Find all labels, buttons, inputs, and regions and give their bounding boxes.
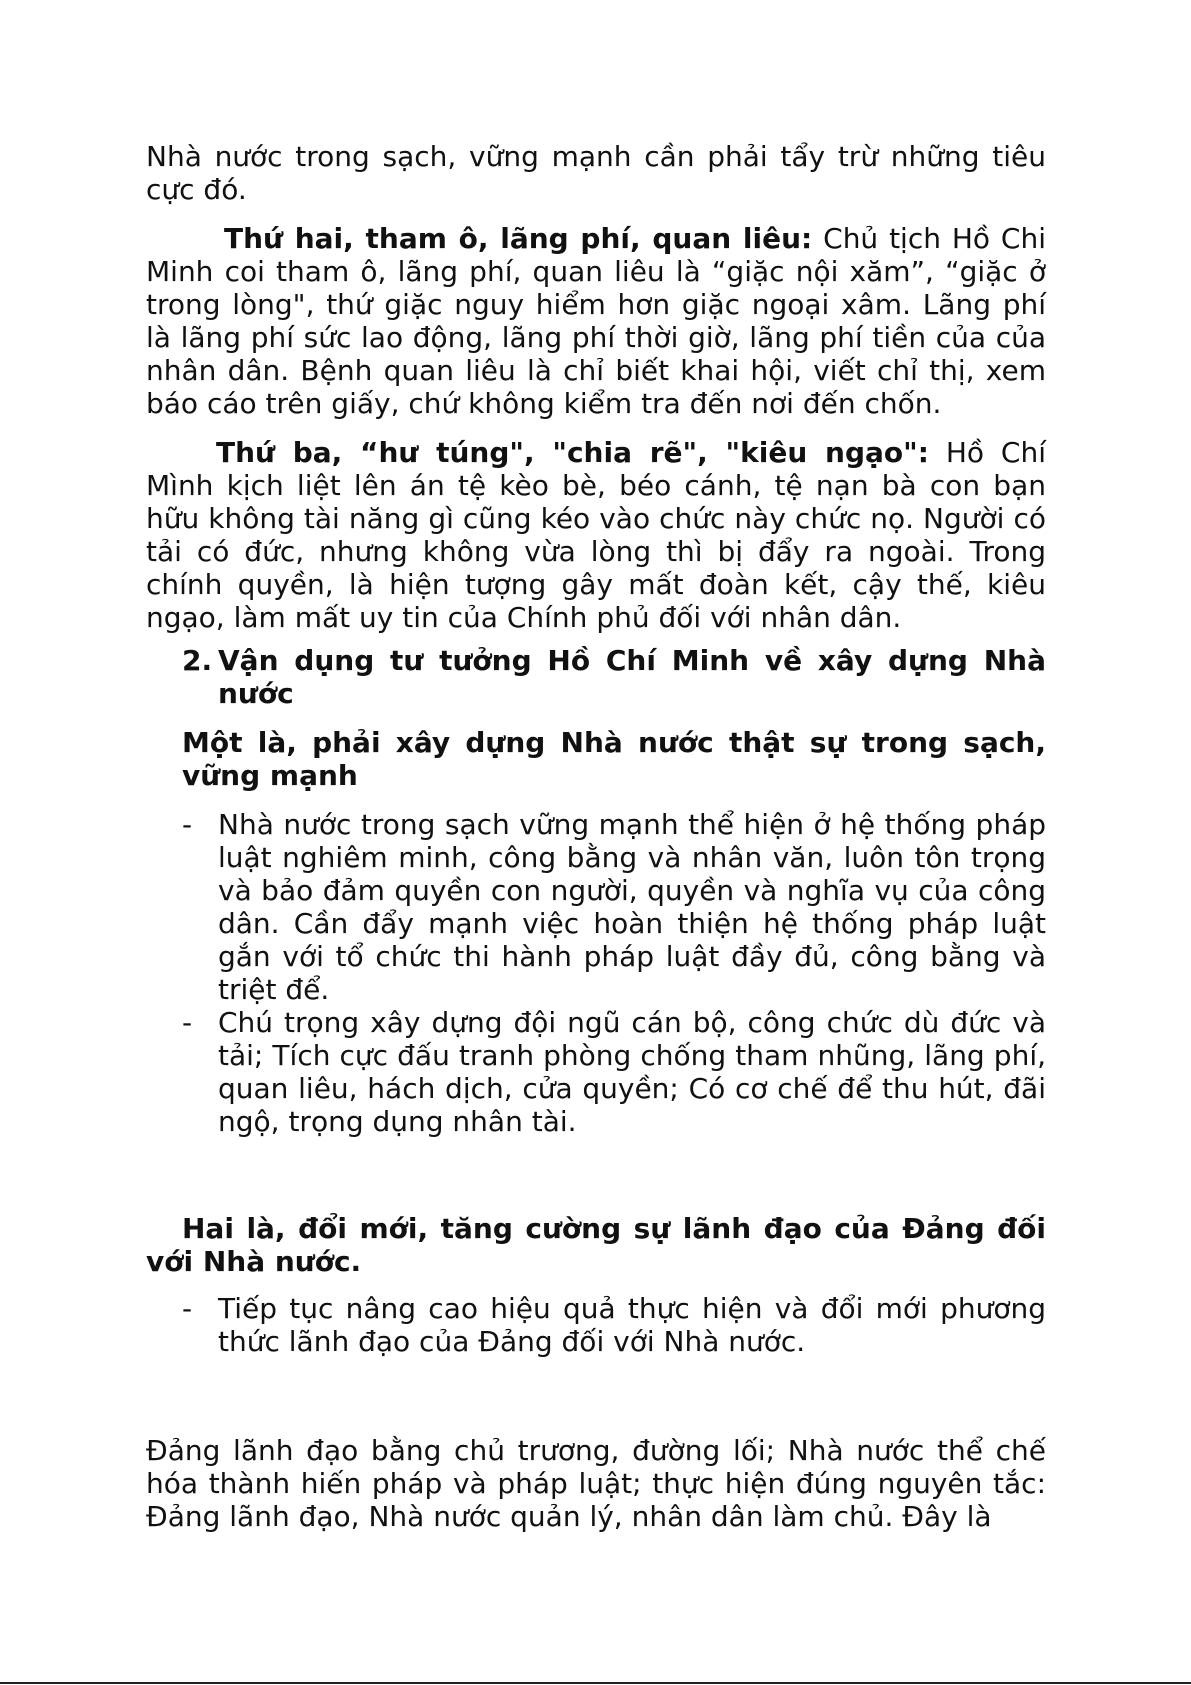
bullet-item-text: Nhà nước trong sạch vững mạnh thể hiện ở hệ thống pháp luật nghiêm minh, công bằng và nhân văn, luôn tôn trọng và bảo đảm quyền con người, quyền và nghĩa vụ của công dân. Cần đẩy mạnh việc hoàn thiện hệ thống pháp luật gắn với tổ chức thi hành pháp luật đầy đủ, công bằng và triệt để. <box>218 808 1046 1006</box>
closing-paragraph: Đảng lãnh đạo bằng chủ trương, đường lối; Nhà nước thể chế hóa thành hiến pháp và pháp luật; thực hiện đúng nguyên tắc: Đảng lãnh đạo, Nhà nước quản lý, nhân dân làm chủ. Đây là <box>146 1434 1046 1533</box>
subheading-one: Một là, phải xây dựng Nhà nước thật sự trong sạch, vững mạnh <box>182 726 1046 792</box>
bullet-item-legal-system <box>182 808 1046 1006</box>
opening-paragraph: Nhà nước trong sạch, vững mạnh cần phải tẩy trừ những tiêu cực đó. <box>146 140 1046 206</box>
paragraph-second-issue-heading: Thứ hai, tham ô, lãng phí, quan liêu: <box>224 222 813 255</box>
paragraph-third-issue-text: Hồ Chí Mình kịch liệt lên án tệ kèo bè, béo cánh, tệ nạn bà con bạn hữu không tài năng gì cũng kéo vào chức này chức nọ. Người có tải có đức, nhưng không vừa lòng thì bị đẩy ra ngoài. Trong chính quyền, là hiện tượng gây mất đoàn kết, cậy thế, kiêu ngạo, làm mất uy tin của Chính phủ đối với nhân dân. <box>146 436 1047 634</box>
bullet-item-party-leadership <box>182 1292 1046 1358</box>
document-page <box>146 140 1046 1533</box>
bullet-dash: - <box>182 808 193 841</box>
paragraph-second-issue-text: Chủ tịch Hồ Chi Minh coi tham ô, lãng phí, quan liêu là “giặc nội xăm”, “giặc ở trong lòng", thứ giặc nguy hiểm hơn giặc ngoại xâm. Lãng phí là lãng phí sức lao động, lãng phí thời giờ, lãng phí tiền của của nhân dân. Bệnh quan liêu là chỉ biết khai hội, viết chỉ thị, xem báo cáo trên giấy, chứ không kiểm tra đến nơi đến chốn. <box>146 222 1047 420</box>
subheading-two: Hai là, đổi mới, tăng cường sự lãnh đạo của Đảng đối với Nhà nước. <box>146 1212 1046 1278</box>
section-2-number: 2. <box>182 644 213 677</box>
section-2-title: Vận dụng tư tưởng Hồ Chí Minh về xây dựng Nhà nước <box>218 644 1046 710</box>
paragraph-third-issue-heading: Thứ ba, “hư túng", "chia rẽ", "kiêu ngạo": <box>216 436 929 469</box>
bullet-item-text: Tiếp tục nâng cao hiệu quả thực hiện và đổi mới phương thức lãnh đạo của Đảng đối với Nhà nước. <box>218 1292 1046 1358</box>
paragraph-third-issue <box>146 436 1046 634</box>
bullet-dash: - <box>182 1292 193 1325</box>
bullet-item-officials <box>182 1006 1046 1138</box>
page-bottom-rule <box>0 1682 1191 1684</box>
bullet-item-text: Chú trọng xây dựng đội ngũ cán bộ, công chức dù đức và tải; Tích cực đấu tranh phòng chống tham nhũng, lãng phí, quan liêu, hách dịch, cửa quyền; Có cơ chế để thu hút, đãi ngộ, trọng dụng nhân tài. <box>218 1006 1046 1138</box>
paragraph-second-issue <box>146 222 1046 420</box>
bullet-dash: - <box>182 1006 193 1039</box>
section-2-heading <box>182 644 1046 710</box>
